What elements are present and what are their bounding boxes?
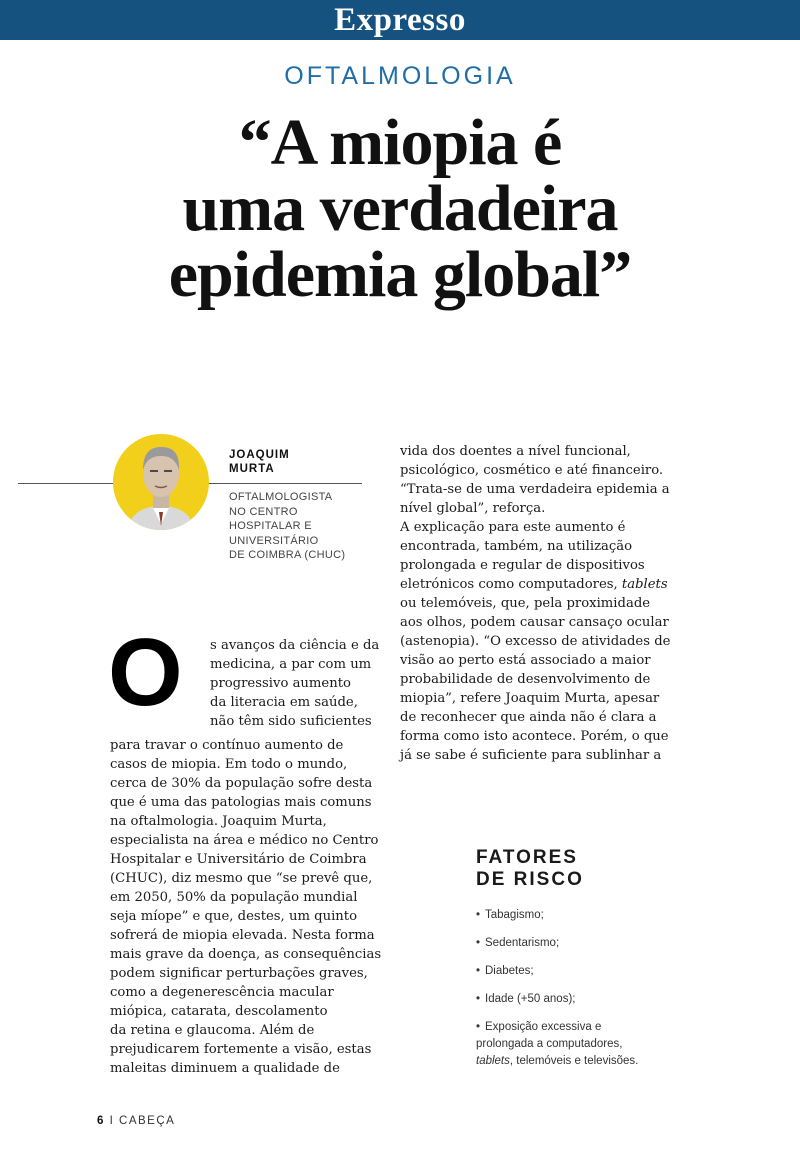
bullet-icon: • xyxy=(476,965,481,977)
article-line: eletrónicos como computadores, tablets xyxy=(400,577,668,592)
article-line: psicológico, cosmético e até financeiro. xyxy=(400,463,664,478)
article-line: que é uma das patologias mais comuns xyxy=(110,795,372,810)
article-line: como a degenerescência macular xyxy=(110,985,334,1000)
headline xyxy=(40,106,760,311)
article-line: casos de miopia. Em todo o mundo, xyxy=(110,757,348,772)
article-line: progressivo aumento xyxy=(210,676,351,691)
risk-factor-text: Idade (+50 anos); xyxy=(485,993,576,1005)
article-line: da literacia em saúde, xyxy=(210,695,358,710)
drop-cap: O xyxy=(108,619,183,726)
author-role-line: UNIVERSITÁRIO xyxy=(229,534,319,547)
article-line: medicina, a par com um xyxy=(210,657,372,672)
article-line: prejudicarem fortemente a visão, estas xyxy=(110,1042,372,1057)
bullet-icon: • xyxy=(476,993,481,1005)
bullet-icon: • xyxy=(476,909,481,921)
risk-factors-title xyxy=(476,847,676,891)
author-role-line: DE COIMBRA (CHUC) xyxy=(229,549,346,561)
article-line: mais grave da doença, as consequências xyxy=(110,947,382,962)
risk-factor-item xyxy=(476,991,686,1008)
article-line: Hospitalar e Universitário de Coimbra xyxy=(110,852,367,867)
masthead-title: Expresso xyxy=(334,1,466,38)
masthead xyxy=(0,0,800,40)
footer-section: CABEÇA xyxy=(119,1115,176,1127)
footer-separator: I xyxy=(109,1115,115,1127)
headline-line: uma verdadeira xyxy=(182,172,618,245)
article-line: s avanços da ciência e da xyxy=(210,638,380,653)
bullet-icon: • xyxy=(476,1021,481,1033)
risk-factor-item xyxy=(476,935,686,952)
page-footer xyxy=(97,1115,175,1127)
article-line: sofrerá de miopia elevada. Nesta forma xyxy=(110,928,375,943)
article-line: A explicação para este aumento é xyxy=(400,520,626,535)
article-line: forma como isto acontece. Porém, o que xyxy=(400,729,669,744)
article-column-right xyxy=(400,442,680,765)
article-line: não têm sido suficientes xyxy=(210,714,372,729)
author-name-line: JOAQUIM xyxy=(229,449,290,461)
risk-factor-text: Exposição excessiva e xyxy=(485,1021,602,1033)
article-line: encontrada, também, na utilização xyxy=(400,539,633,554)
headline-line: epidemia global” xyxy=(168,238,632,311)
article-line: miópica, catarata, descolamento xyxy=(110,1004,328,1019)
risk-factor-text: Diabetes; xyxy=(485,965,534,977)
article-line: aos olhos, podem causar cansaço ocular xyxy=(400,615,669,630)
page-number: 6 xyxy=(97,1115,105,1127)
author-avatar xyxy=(113,434,209,530)
article-line: visão ao perto está associado a maior xyxy=(400,653,651,668)
article-line: de reconhecer que ainda não é clara a xyxy=(400,710,657,725)
risk-title-line: FATORES xyxy=(476,847,578,868)
article-intro xyxy=(210,636,380,731)
article-line: vida dos doentes a nível funcional, xyxy=(400,444,631,459)
article-line: probabilidade de desenvolvimento de xyxy=(400,672,651,687)
article-line: ou telemóveis, que, pela proximidade xyxy=(400,596,651,611)
headline-line: “A miopia é xyxy=(238,106,562,179)
article-line: “Trata-se de uma verdadeira epidemia a xyxy=(400,482,670,497)
risk-title-line: DE RISCO xyxy=(476,869,584,890)
risk-factors-list xyxy=(476,907,686,1081)
article-line: já se sabe é suficiente para sublinhar a xyxy=(400,748,662,763)
risk-factor-text: Tabagismo; xyxy=(485,909,544,921)
article-line: em 2050, 50% da população mundial xyxy=(110,890,358,905)
article-line: seja míope” e que, destes, um quinto xyxy=(110,909,358,924)
author-role xyxy=(229,490,359,563)
article-line: (CHUC), diz mesmo que “se prevê que, xyxy=(110,871,373,886)
risk-factor-text: tablets, telemóveis e televisões. xyxy=(476,1055,639,1067)
risk-factor-item xyxy=(476,907,686,924)
article-line: (astenopia). “O excesso de atividades de xyxy=(400,634,671,649)
article-line: nível global”, reforça. xyxy=(400,501,546,516)
article-line: podem significar perturbações graves, xyxy=(110,966,368,981)
article-line: miopia”, refere Joaquim Murta, apesar xyxy=(400,691,660,706)
risk-factor-text: Sedentarismo; xyxy=(485,937,560,949)
article-line: cerca de 30% da população sofre desta xyxy=(110,776,373,791)
author-role-line: OFTALMOLOGISTA xyxy=(229,491,333,503)
risk-factor-text: prolongada a computadores, xyxy=(476,1038,623,1050)
article-line: para travar o contínuo aumento de xyxy=(110,738,344,753)
article-line: especialista na área e médico no Centro xyxy=(110,833,379,848)
author-name-line: MURTA xyxy=(229,463,275,475)
article-column-left xyxy=(110,736,385,1078)
author-name xyxy=(229,448,359,476)
bullet-icon: • xyxy=(476,937,481,949)
risk-factor-item xyxy=(476,963,686,980)
risk-factor-item xyxy=(476,1019,686,1070)
author-role-line: HOSPITALAR E xyxy=(229,520,312,532)
article-line: prolongada e regular de dispositivos xyxy=(400,558,645,573)
section-label: OFTALMOLOGIA xyxy=(284,62,516,90)
article-line: maleitas diminuem a qualidade de xyxy=(110,1061,340,1076)
article-line: na oftalmologia. Joaquim Murta, xyxy=(110,814,327,829)
article-line: da retina e glaucoma. Além de xyxy=(110,1023,315,1038)
author-role-line: NO CENTRO xyxy=(229,505,298,518)
author-portrait-image xyxy=(113,434,209,530)
